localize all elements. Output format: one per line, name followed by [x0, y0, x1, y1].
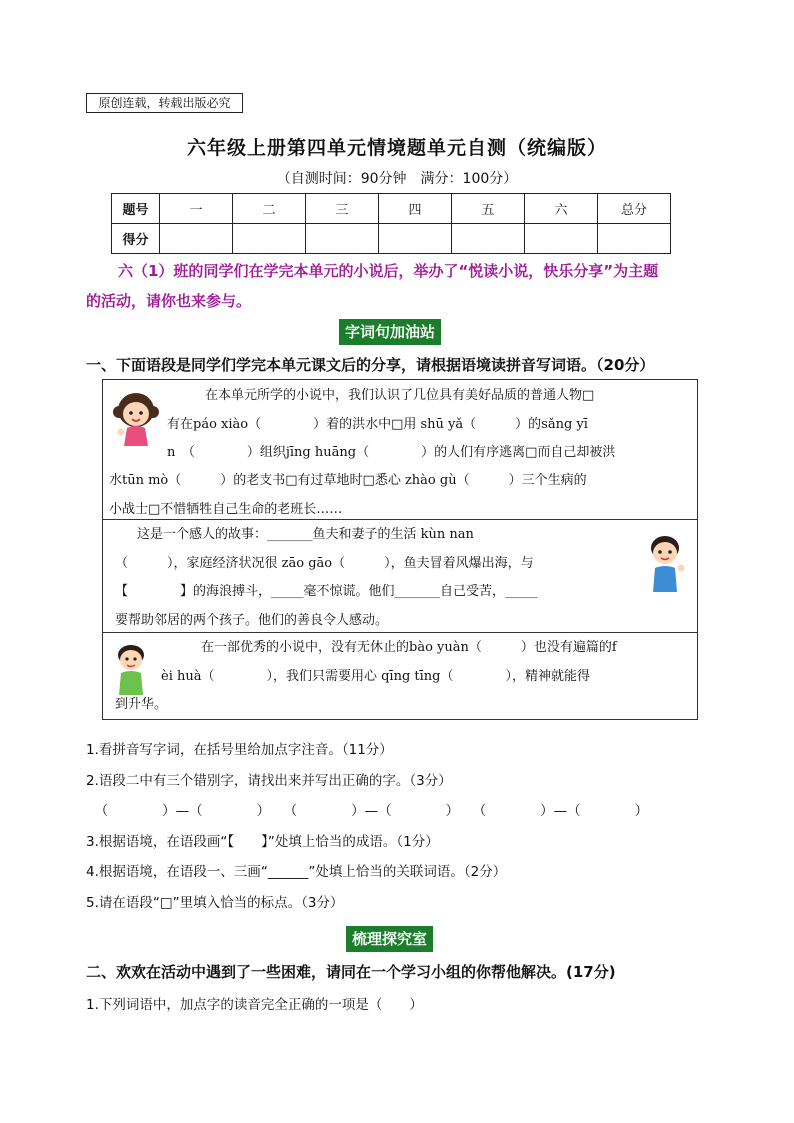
passage-2-line: 要帮助邻居的两个孩子。他们的善良令人感动。: [115, 612, 389, 628]
page-title: 六年级上册第四单元情境题单元自测（统编版）: [186, 137, 607, 159]
answer-blanks-row[interactable]: （ ）—（ ） （ ）—（ ） （ ）—（ ）: [86, 803, 649, 819]
passage-1-line: 在本单元所学的小说中，我们认识了几位具有美好品质的普通人物□: [205, 388, 595, 403]
passage-1-text-cont: [109, 467, 693, 524]
section-1-heading: 一、下面语段是同学们学完本单元课文后的分享，请根据语境读拼音写词语。（20分）: [86, 356, 655, 374]
passage-3-line: 在一部优秀的小说中，没有无休止的bào yuàn（ ）也没有遍篇的f: [201, 640, 617, 655]
score-table: [111, 193, 671, 254]
passage-2-line: 这是一个感人的故事：_______鱼夫和妻子的生活 kùn nan: [137, 527, 474, 542]
passage-1-line: 小战士□不惜牺牲自己生命的老班长……: [109, 501, 343, 517]
passage-box-3: [102, 632, 698, 720]
score-table-header-row: [112, 194, 671, 224]
score-cell[interactable]: [452, 224, 525, 254]
score-col-5: 五: [452, 194, 525, 224]
question-item: 2.语段二中有三个错别字，请找出来并写出正确的字。（3分）: [86, 772, 452, 789]
passage-box-2: [102, 519, 698, 633]
score-cell[interactable]: [525, 224, 598, 254]
section-banner-review: 梳理探究室: [346, 926, 433, 952]
score-row-label: 题号: [112, 194, 160, 224]
question-item: 4.根据语境，在语段一、三画“______”处填上恰当的关联词语。（2分）: [86, 864, 507, 880]
passage-2-text: [115, 521, 635, 635]
question-item: 5.请在语段“□”里填入恰当的标点。（3分）: [86, 894, 344, 911]
score-cell[interactable]: [598, 224, 671, 254]
question-item: 3.根据语境，在语段画“【 】”处填上恰当的成语。（1分）: [86, 833, 439, 850]
passage-2-line: （ ），家庭经济状况很 zāo gāo（ ），鱼夫冒着风爆出海，与: [115, 555, 534, 571]
passage-2-line: 【 】的海浪搏斗，_____毫不惊谎。他们_______自己受苦，_____: [115, 584, 538, 599]
section-2-heading: 二、欢欢在活动中遇到了一些困难，请同在一个学习小组的你帮他解决。(17分): [86, 963, 616, 981]
question-list: [86, 735, 706, 918]
score-col-3: 三: [306, 194, 379, 224]
activity-intro: [86, 256, 706, 316]
question-item: 1.下列词语中，加点字的读音完全正确的一项是（ ）: [86, 997, 423, 1013]
passage-1-text: [167, 382, 691, 468]
score-col-2: 二: [233, 194, 306, 224]
passage-3-line: 到升华。: [115, 697, 168, 712]
boy-avatar-icon: [643, 530, 687, 594]
test-info: （自测时间：90分钟 满分：100分）: [276, 171, 518, 187]
section-banner-vocabulary: 字词句加油站: [339, 319, 441, 345]
passage-3-text: [115, 634, 693, 720]
score-col-4: 四: [379, 194, 452, 224]
passage-box-1: [102, 379, 698, 520]
score-cell[interactable]: [379, 224, 452, 254]
score-cell[interactable]: [233, 224, 306, 254]
score-cell[interactable]: [160, 224, 233, 254]
passage-1-line: 水tūn mò（ ）的老支书□有过草地时□悉心 zhào gù（ ）三个生病的: [109, 473, 587, 488]
question-item: 1.看拼音写字词，在括号里给加点字注音。（11分）: [86, 742, 393, 758]
passage-1-line: n （ ）组织jīng huāng（ ）的人们有序逃离□而自己却被洪: [167, 445, 616, 460]
score-col-1: 一: [160, 194, 233, 224]
passage-3-line: èi huà（ ），我们只需要用心 qīng tīng（ ），精神就能得: [161, 668, 590, 684]
score-cell[interactable]: [306, 224, 379, 254]
score-col-total: 总分: [598, 194, 671, 224]
score-table-score-row: [112, 224, 671, 254]
girl-avatar-icon: [113, 390, 159, 446]
score-row-label: 得分: [112, 224, 160, 254]
intro-line-1: 六（1）班的同学们在学完本单元的小说后，举办了“悦读小说，快乐分享”为主题: [118, 262, 659, 280]
passage-1-line: 有在páo xiào（ ）着的洪水中□用 shū yǎ（ ）的sǎng yī: [167, 416, 588, 432]
score-col-6: 六: [525, 194, 598, 224]
copyright-stamp: 原创连载，转载出版必究: [86, 93, 243, 113]
intro-line-2: 的活动，请你也来参与。: [86, 292, 252, 310]
